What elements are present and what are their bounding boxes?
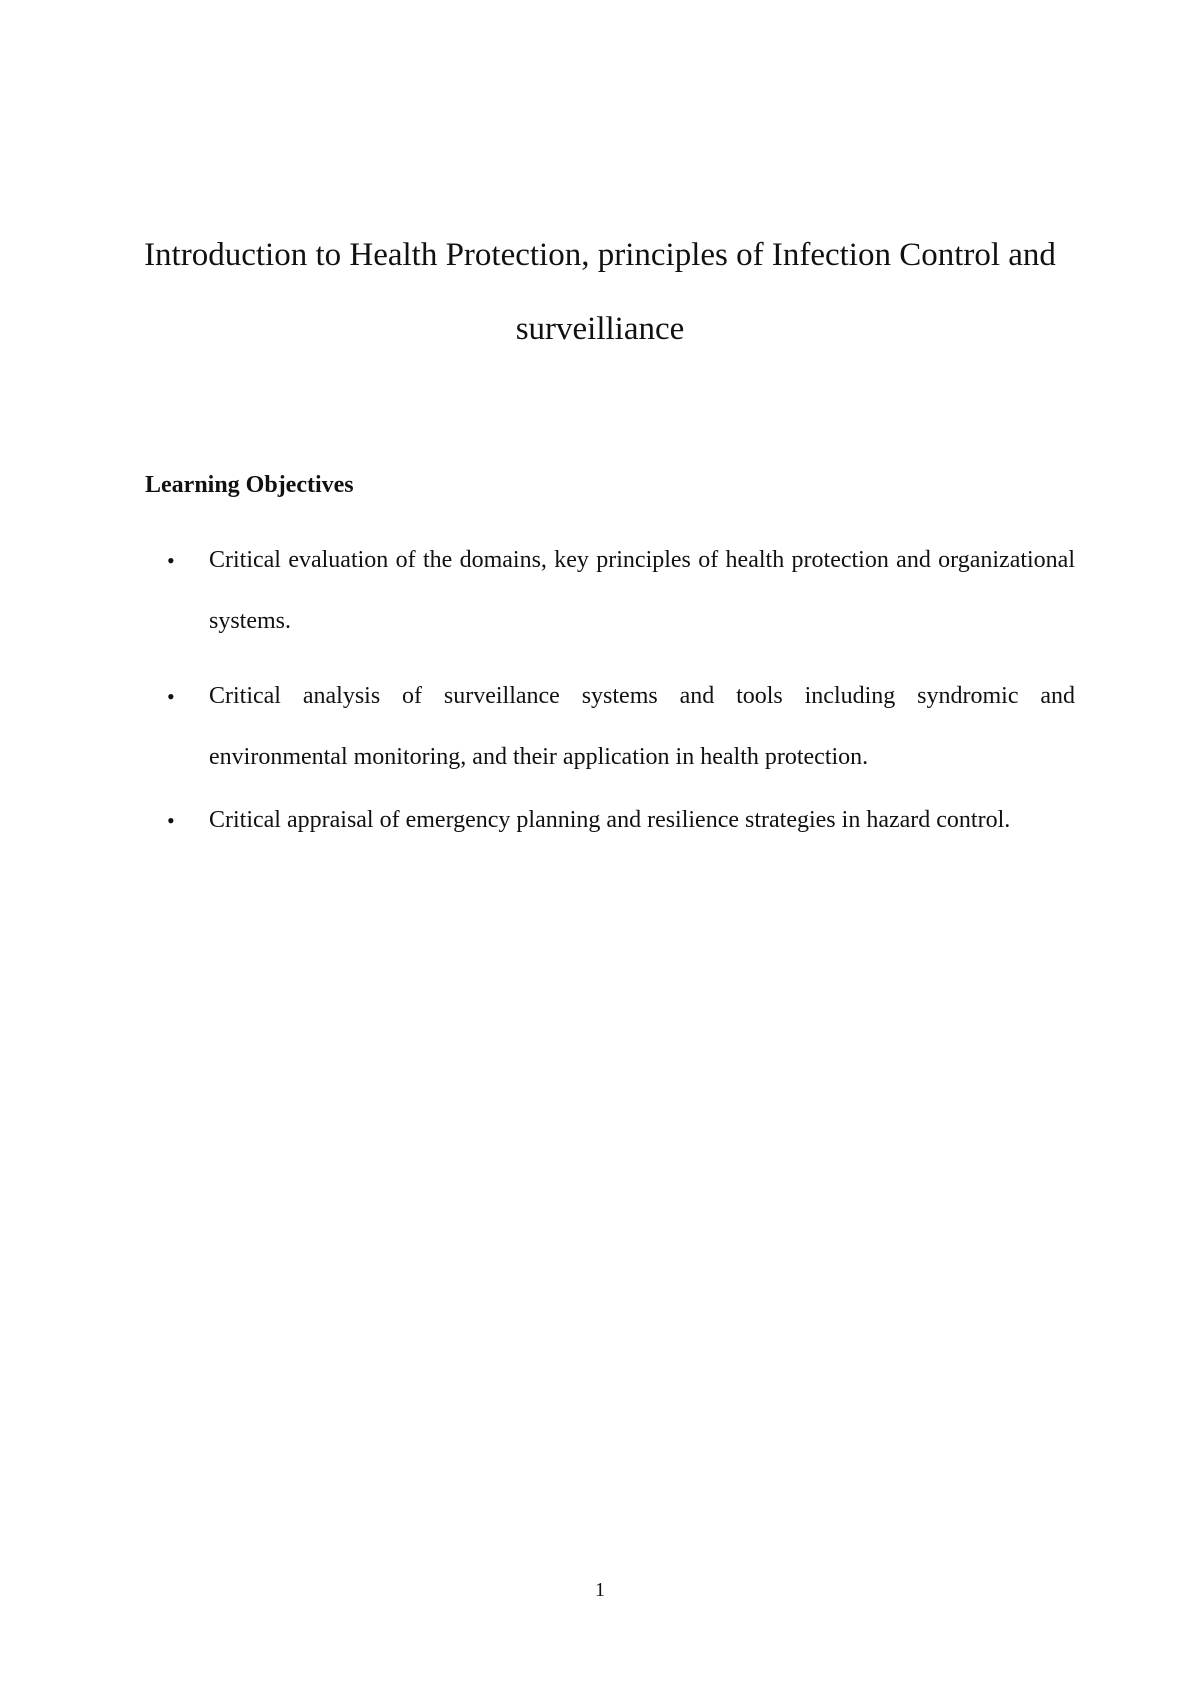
- objective-text: Critical evaluation of the domains, key principles of health protection and organizational systems.: [209, 547, 1075, 634]
- objective-item: [145, 666, 1075, 788]
- bullet-icon: •: [167, 548, 175, 573]
- learning-objectives-heading: Learning Objectives: [145, 472, 354, 498]
- objective-text: Critical analysis of surveillance systems and tools including syndromic and environmental monitoring, and their application in health protection.: [209, 683, 1075, 770]
- objectives-list: [145, 530, 1075, 865]
- bullet-icon: •: [167, 808, 175, 833]
- objective-text: Critical appraisal of emergency planning and resilience strategies in hazard control.: [209, 807, 1011, 833]
- document-title: Introduction to Health Protection, principles of Infection Control and surveilliance: [144, 237, 1056, 347]
- page-number: 1: [595, 1579, 605, 1601]
- objective-item: [145, 530, 1075, 652]
- objective-item: [145, 790, 1075, 851]
- bullet-icon: •: [167, 684, 175, 709]
